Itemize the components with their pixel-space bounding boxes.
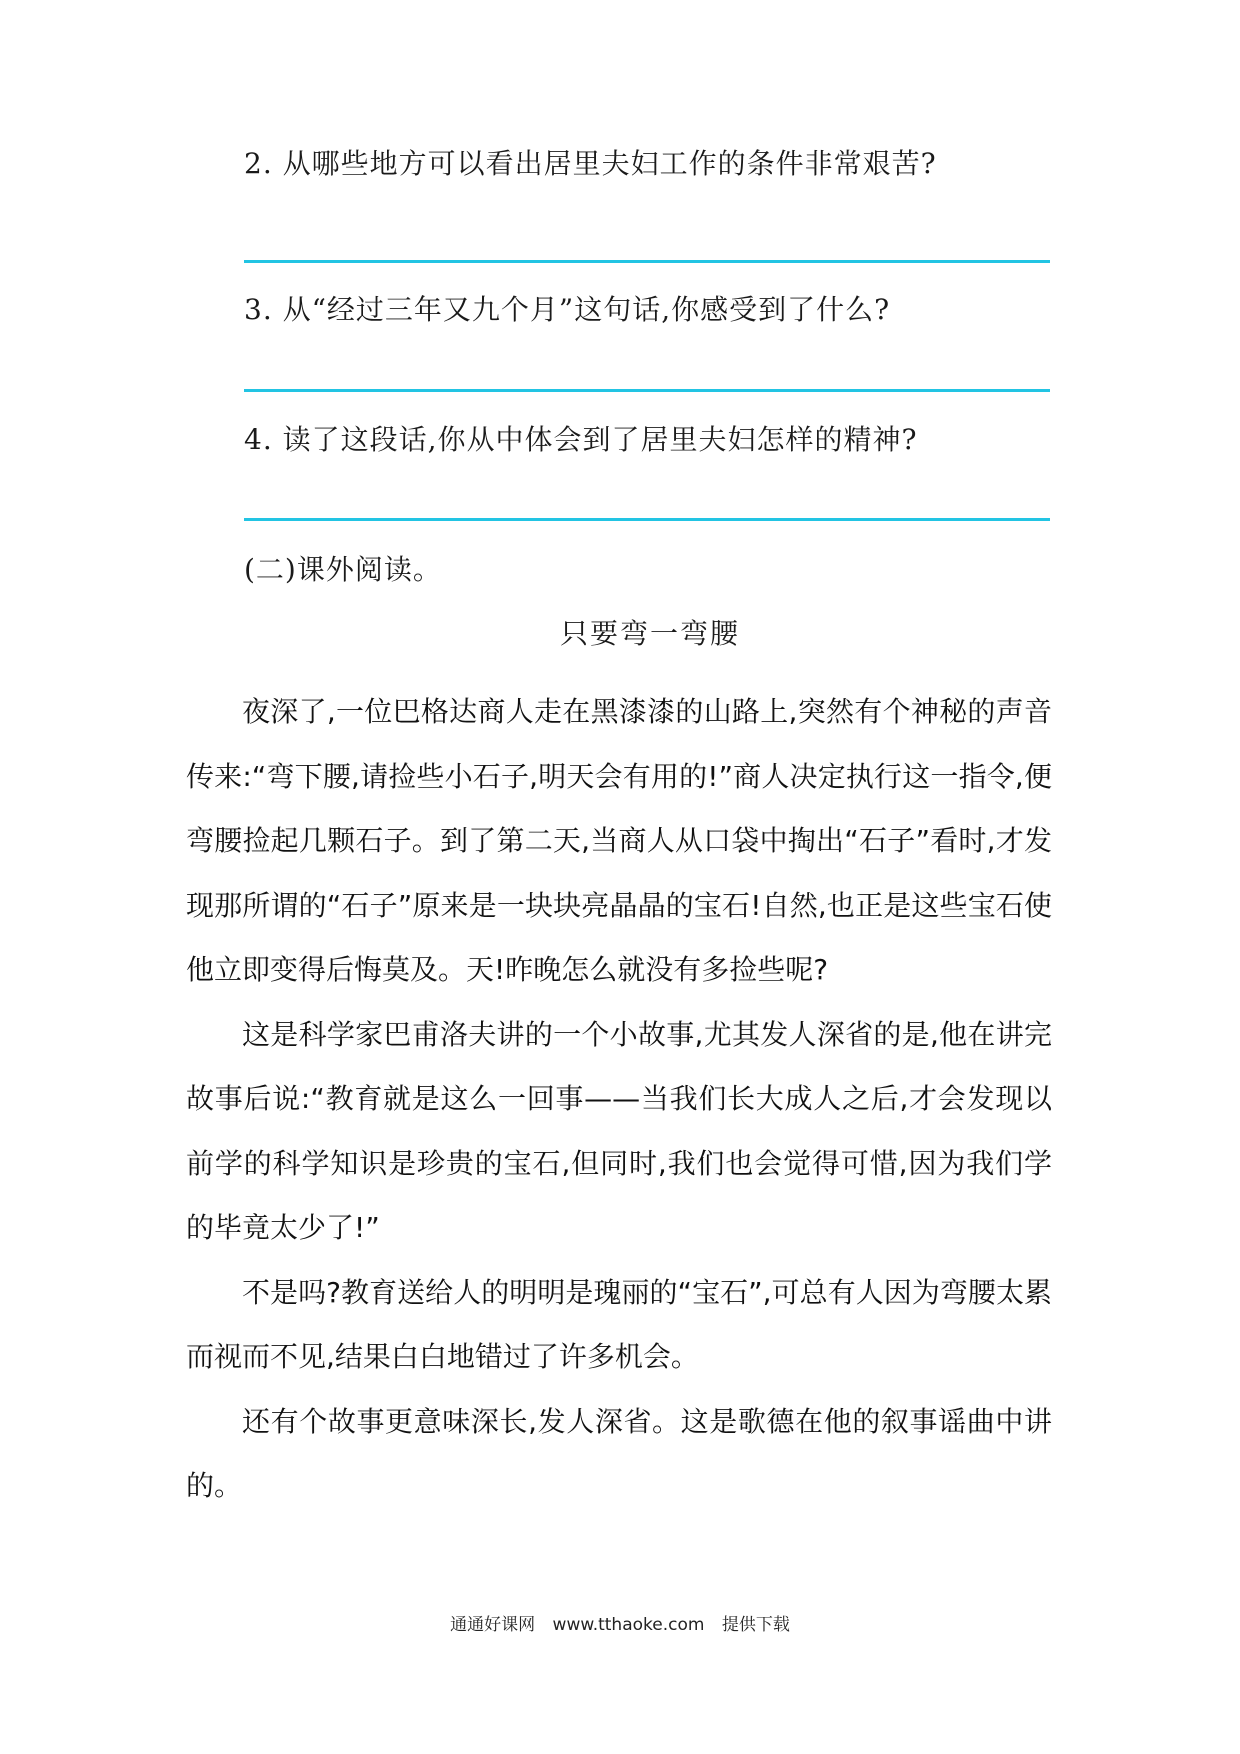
answer-line-4[interactable] — [244, 518, 1050, 521]
passage-paragraph-4: 还有个故事更意味深长,发人深省。这是歌德在他的叙事谣曲中讲的。 — [186, 1404, 1052, 1502]
footer-site-name: 通通好课网 — [450, 1615, 536, 1635]
question-3: 3. 从“经过三年又九个月”这句话,你感受到了什么? — [244, 293, 891, 326]
passage-paragraph-1: 夜深了,一位巴格达商人走在黑漆漆的山路上,突然有个神秘的声音传来:“弯下腰,请捡些小石子,明天会有用的!”商人决定执行这一指令,便弯腰捡起几颗石子。到了第二天,当商人从口袋中掏出“石子”看时,才发现那所谓的“石子”原来是一块块亮晶晶的宝石!自然,也正是这些宝石使他立即变得后悔莫及。天!昨晚怎么就没有多捡些呢? — [186, 695, 1052, 986]
page-footer — [0, 1610, 1240, 1635]
passage-paragraph-2: 这是科学家巴甫洛夫讲的一个小故事,尤其发人深省的是,他在讲完故事后说:“教育就是这么一回事——当我们长大成人之后,才会发现以前学的科学知识是珍贵的宝石,但同时,我们也会觉得可惜,因为我们学的毕竟太少了!” — [186, 1017, 1052, 1244]
section-heading: (二)课外阅读。 — [244, 553, 442, 586]
footer-url[interactable]: www.tthaoke.com — [552, 1615, 705, 1635]
question-2: 2. 从哪些地方可以看出居里夫妇工作的条件非常艰苦? — [244, 147, 937, 180]
passage-body — [186, 680, 1052, 1519]
answer-line-3[interactable] — [244, 389, 1050, 392]
answer-line-2[interactable] — [244, 260, 1050, 263]
passage-title: 只要弯一弯腰 — [559, 617, 740, 650]
footer-note: 提供下载 — [721, 1615, 790, 1635]
question-4: 4. 读了这段话,你从中体会到了居里夫妇怎样的精神? — [244, 423, 918, 456]
passage-paragraph-3: 不是吗?教育送给人的明明是瑰丽的“宝石”,可总有人因为弯腰太累而视而不见,结果白白地错过了许多机会。 — [186, 1275, 1052, 1373]
